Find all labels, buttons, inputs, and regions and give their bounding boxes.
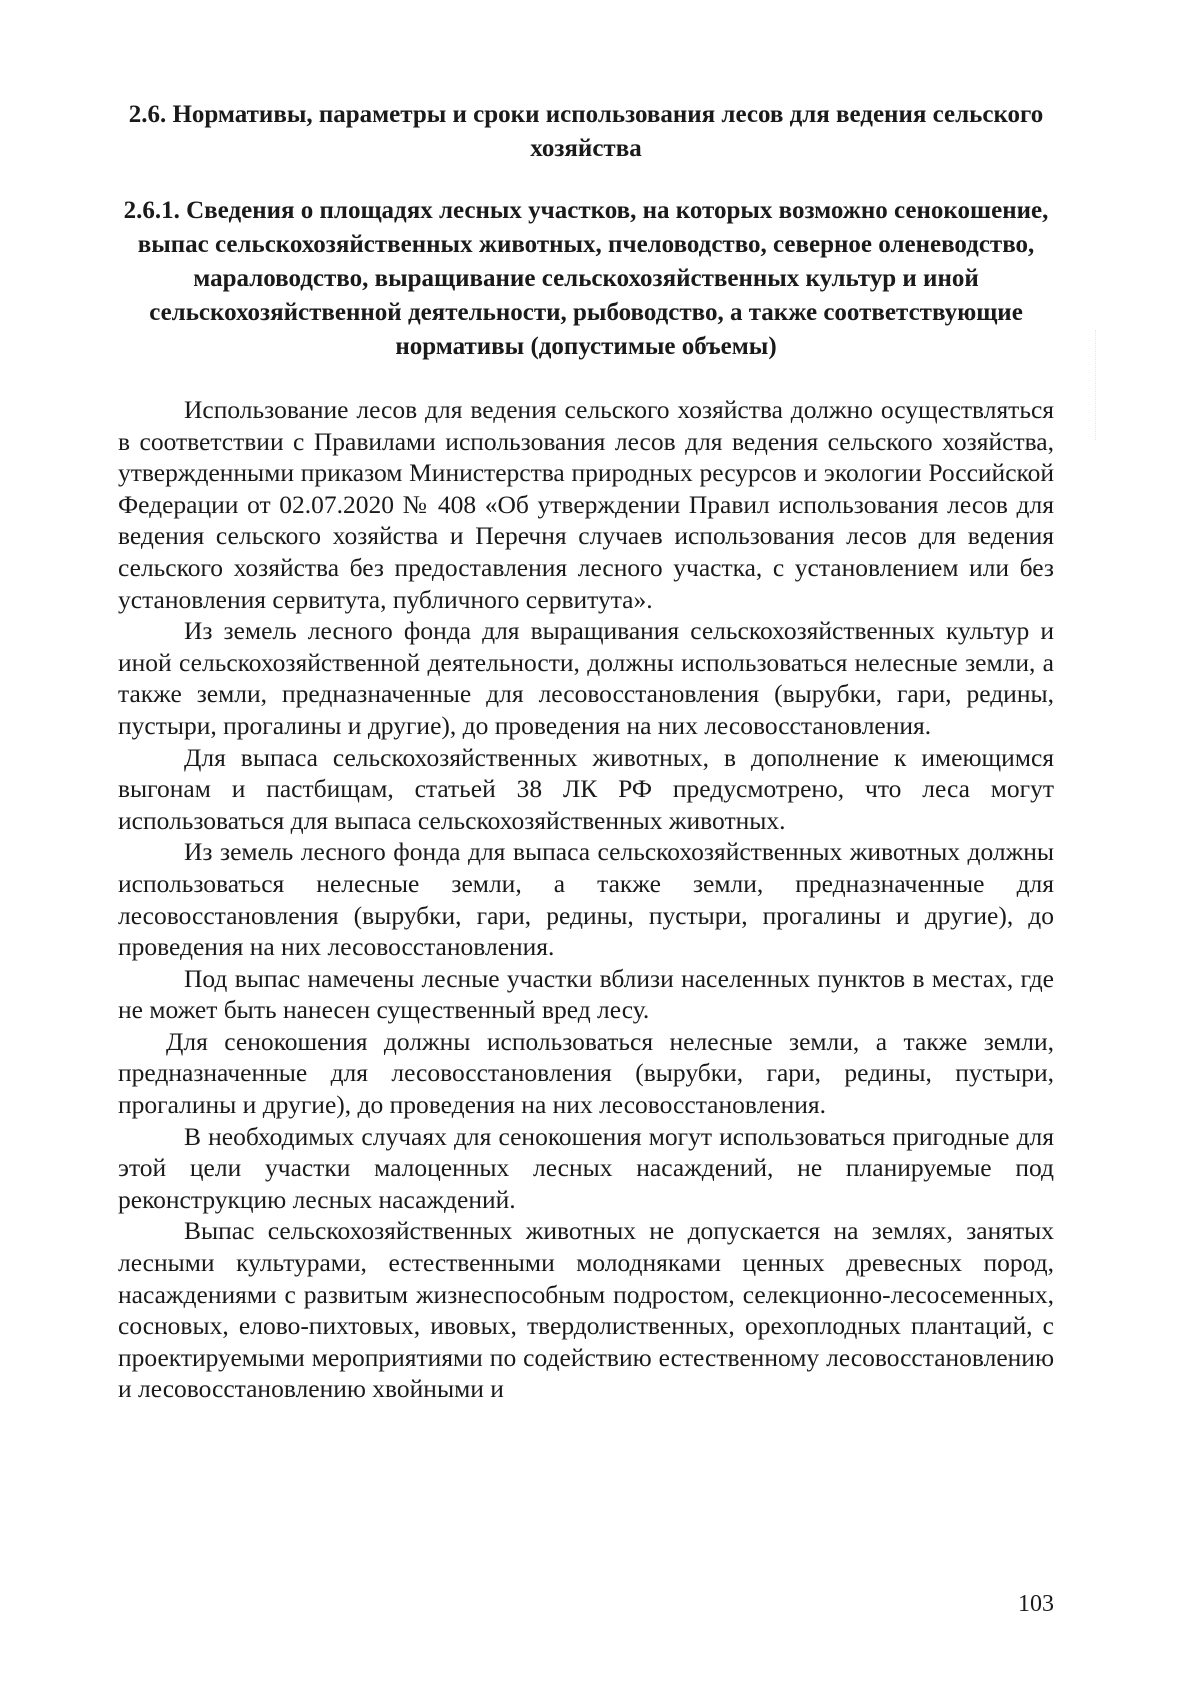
document-body [118, 394, 1054, 1405]
paragraph: Из земель лесного фонда для выращивания сельскохозяйственных культур и иной сельскохозяйственной деятельности, должны использоваться нелесные земли, а также земли, предназначенные для лесовосстановления (вырубки, гари, редины, пустыри, прогалины и другие), до проведения на них лесовосстановления. [118, 616, 1054, 740]
section-title: 2.6. Нормативы, параметры и сроки использования лесов для ведения сельского хозяйства [128, 101, 1044, 162]
scan-artifact [1095, 330, 1110, 440]
paragraph: Выпас сельскохозяйственных животных не допускается на землях, занятых лесными культурами, естественными молодняками ценных древесных пород, насаждениями с развитым жизнеспособным подростом, селекционно-лесосеменных, сосновых, елово-пихтовых, ивовых, твердолиственных, орехоплодных плантаций, с проектируемыми мероприятиями по содействию естественному лесовосстановлению и лесовосстановлению хвойными и [118, 1216, 1054, 1404]
paragraph: Из земель лесного фонда для выпаса сельскохозяйственных животных должны использоваться нелесные земли, а также земли, предназначенные для лесовосстановления (вырубки, гари, редины, пустыри, прогалины и другие), до проведения на них лесовосстановления. [118, 837, 1054, 962]
paragraph: Использование лесов для ведения сельского хозяйства должно осуществляться в соответствии с Правилами использования лесов для ведения сельского хозяйства, утвержденными приказом Министерства природных ресурсов и экологии Российской Федерации от 02.07.2020 № 408 «Об утверждении Правил использования лесов для ведения сельского хозяйства и Перечня случаев использования лесов для ведения сельского хозяйства без предоставления лесного участка, с установлением или без установления сервитута, публичного сервитута». [118, 395, 1054, 614]
paragraph: В необходимых случаях для сенокошения могут использоваться пригодные для этой цели участки малоценных лесных насаждений, не планируемые под реконструкцию лесных насаждений. [118, 1121, 1054, 1214]
paragraph: Под выпас намечены лесные участки вблизи населенных пунктов в местах, где не может быть нанесен существенный вред лесу. [118, 963, 1054, 1025]
document-page [118, 98, 1054, 1658]
subsection-title: 2.6.1. Сведения о площадях лесных участков, на которых возможно сенокошение, выпас сельскохозяйственных животных, пчеловодство, северное оленеводство, мараловодство, выращивание сельскохозяйственных культур и иной сельскохозяйственной деятельности, рыбоводство, а также соответствующие нормативы (допустимые объемы) [123, 197, 1049, 360]
paragraph: Для сенокошения должны использоваться нелесные земли, а также земли, предназначенные для лесовосстановления (вырубки, гари, редины, пустыри, прогалины и другие), до проведения на них лесовосстановления. [118, 1026, 1054, 1120]
page-number: 103 [1018, 1591, 1054, 1617]
paragraph: Для выпаса сельскохозяйственных животных, в дополнение к имеющимся выгонам и пастбищам, статьей 38 ЛК РФ предусмотрено, что леса могут использоваться для выпаса сельскохозяйственных животных. [118, 742, 1054, 835]
